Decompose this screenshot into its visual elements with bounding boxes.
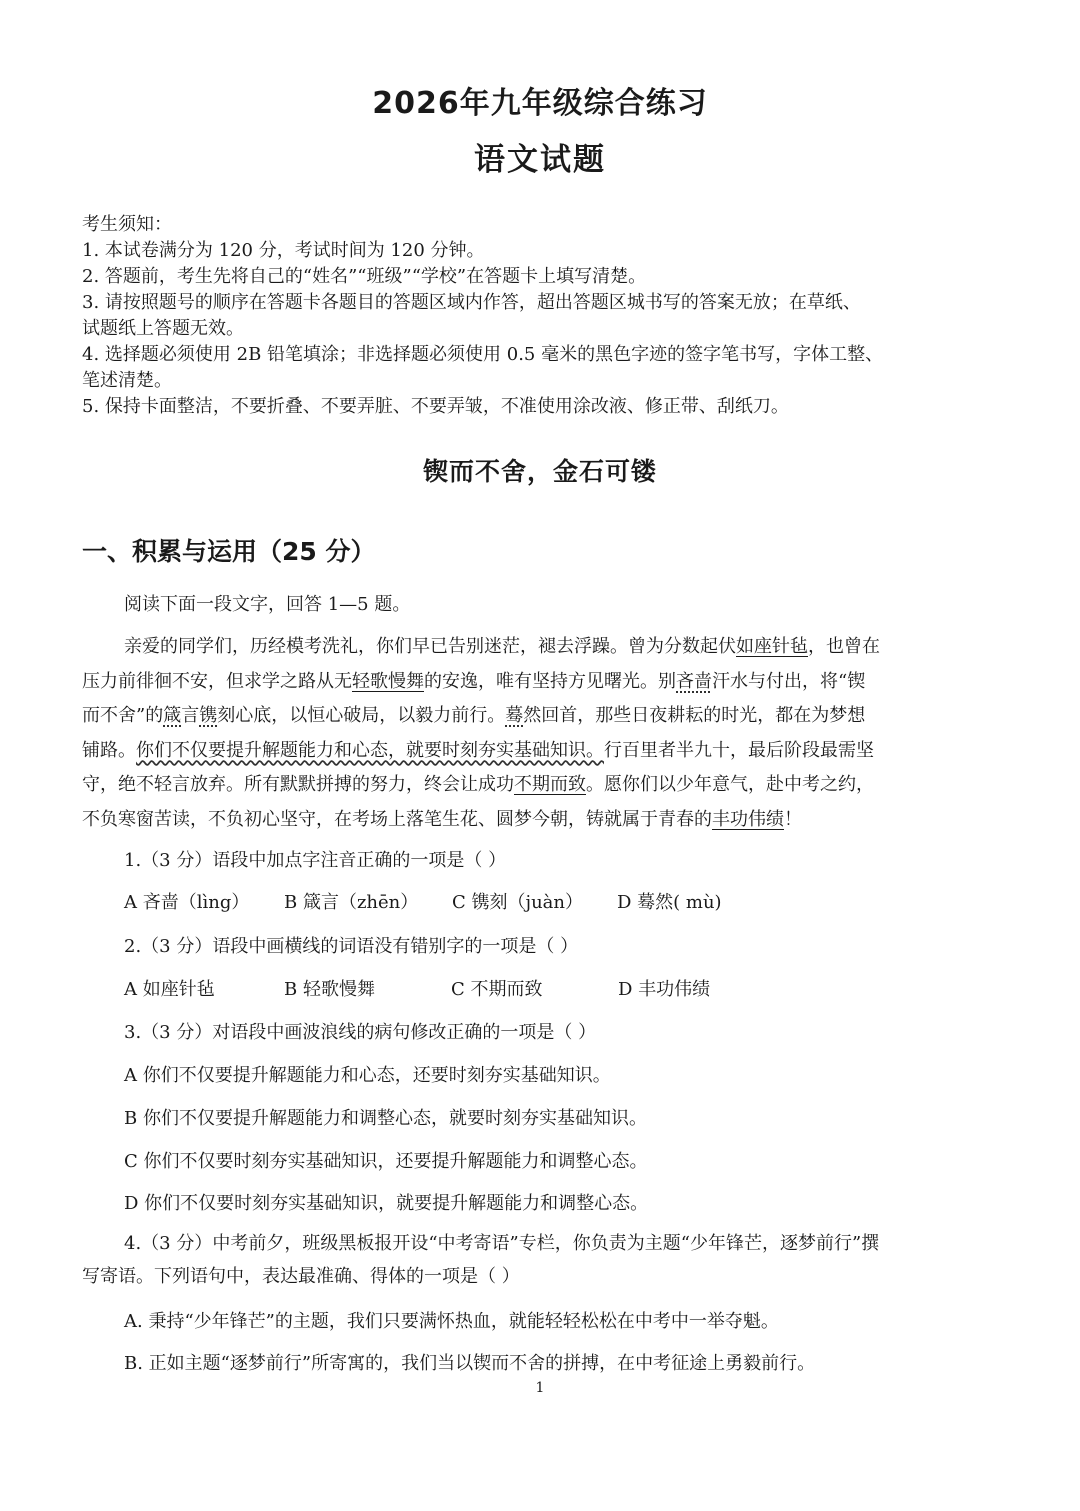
question-1-options <box>124 888 722 914</box>
notice-item: 4. 选择题必须使用 2B 铅笔填涂；非选择题必须使用 0.5 毫米的黑色字迹的签字笔书写，字体工整、 <box>82 344 884 365</box>
dotted-word: 蓦 <box>505 705 524 726</box>
notice-item: 5. 保持卡面整洁，不要折叠、不要弄脏、不要弄皱，不准使用涂改液、修正带、刮纸刀。 <box>82 396 789 417</box>
option-a: A 如座针毡 <box>124 979 215 1000</box>
question-4-stem <box>82 1227 1002 1293</box>
option-d: D 你们不仅要时刻夯实基础知识，就要提升解题能力和调整心态。 <box>124 1193 649 1214</box>
notice-item: 3. 请按照题号的顺序在答题卡各题目的答题区域内作答，超出答题区城书写的答案无放；在草纸、 <box>82 292 861 313</box>
option-a: A. 秉持“少年锋芒”的主题，我们只要满怀热血，就能轻轻松松在中考中一举夺魁。 <box>124 1311 779 1332</box>
question-2-options <box>124 975 710 1001</box>
notice-item: 2. 答题前，考生先将自己的“姓名”“班级”“学校”在答题卡上填写清楚。 <box>82 266 647 287</box>
passage-text: ！ <box>784 808 802 830</box>
motto-heading: 锲而不舍，金石可镂 <box>422 457 657 486</box>
passage-line <box>82 699 1002 734</box>
passage-text: 汗水与付出，将“锲 <box>712 670 866 692</box>
reading-passage <box>82 630 1002 837</box>
question-4-stem-line: 写寄语。下列语句中，表达最准确、得体的一项是（ ） <box>82 1266 520 1287</box>
notice-item: 笔述清楚。 <box>82 370 172 391</box>
underlined-word: 不期而致 <box>514 774 586 795</box>
option-d: D 丰功伟绩 <box>618 979 711 1000</box>
passage-text: 行百里者半九十，最后阶段最需坚 <box>604 739 874 761</box>
wavy-underlined-sentence: 你们不仅要提升解题能力和心态，就要时刻夯实基础知识。 <box>136 739 604 761</box>
passage-line <box>82 803 1002 838</box>
passage-line <box>82 665 1002 700</box>
passage-line <box>82 768 1002 803</box>
passage-text: 的安逸，唯有坚持方见曙光。别 <box>424 670 676 692</box>
option-b: B 轻歌慢舞 <box>284 979 375 1000</box>
option-d: D 蓦然( mù) <box>617 892 722 913</box>
notice-item: 1. 本试卷满分为 120 分，考试时间为 120 分钟。 <box>82 240 485 261</box>
passage-text: 然回首，那些日夜耕耘的时光，都在为梦想 <box>523 705 866 726</box>
exam-subject: 语文试题 <box>474 142 606 178</box>
option-c: C 你们不仅要时刻夯实基础知识，还要提升解题能力和调整心态。 <box>124 1151 648 1172</box>
underlined-word: 丰功伟绩 <box>712 808 784 830</box>
underlined-word: 如座针毡 <box>736 636 808 657</box>
option-c: C 不期而致 <box>451 979 543 1000</box>
passage-text: ，也曾在 <box>808 636 880 657</box>
passage-text: 不负寒窗苦读，不负初心坚守，在考场上落笔生花、圆梦今朝，铸就属于青春的 <box>82 808 712 830</box>
question-1-stem: 1.（3 分）语段中加点字注音正确的一项是（ ） <box>124 850 507 871</box>
reading-instruction: 阅读下面一段文字，回答 1—5 题。 <box>124 594 411 615</box>
page-number: 1 <box>535 1380 545 1396</box>
question-3-stem: 3.（3 分）对语段中画波浪线的病句修改正确的一项是（ ） <box>124 1022 597 1043</box>
passage-text: 亲爱的同学们，历经模考洗礼，你们早已告别迷茫，褪去浮躁。曾为分数起伏 <box>124 636 736 657</box>
option-a: A 你们不仅要提升解题能力和心态，还要时刻夯实基础知识。 <box>124 1065 611 1086</box>
notice-item: 试题纸上答题无效。 <box>82 318 244 339</box>
exam-notice <box>82 212 1012 420</box>
exam-title: 2026年九年级综合练习 <box>372 86 708 121</box>
option-b: B 箴言（zhēn） <box>284 892 419 913</box>
passage-text: 压力前徘徊不安，但求学之路从无 <box>82 670 352 692</box>
underlined-word: 轻歌慢舞 <box>352 670 424 692</box>
passage-text: 铺路。 <box>82 739 136 761</box>
option-b: B 你们不仅要提升解题能力和调整心态，就要时刻夯实基础知识。 <box>124 1108 647 1129</box>
option-c: C 镌刻（juàn） <box>452 892 583 913</box>
option-b: B. 正如主题“逐梦前行”所寄寓的，我们当以锲而不舍的拼搏，在中考征途上勇毅前行。 <box>124 1353 816 1374</box>
passage-text: 。愿你们以少年意气，赴中考之约， <box>586 774 874 795</box>
dotted-word: 吝啬 <box>676 670 712 692</box>
notice-heading: 考生须知： <box>82 214 172 235</box>
option-a: A 吝啬（lìng） <box>124 892 250 913</box>
question-2-stem: 2.（3 分）语段中画横线的词语没有错别字的一项是（ ） <box>124 936 579 957</box>
passage-line <box>82 630 1002 665</box>
passage-text: 刻心底，以恒心破局，以毅力前行。 <box>217 705 506 726</box>
passage-text: 言 <box>181 705 200 726</box>
passage-line <box>82 734 1002 769</box>
dotted-word: 镌 <box>199 705 218 726</box>
section-title: 一、积累与运用（25 分） <box>82 537 376 566</box>
passage-text: 而不舍”的 <box>82 705 164 726</box>
question-4-stem-line: 4.（3 分）中考前夕，班级黑板报开设“中考寄语”专栏，你负责为主题“少年锋芒，逐梦前行”撰 <box>124 1233 880 1254</box>
dotted-word: 箴 <box>163 705 182 726</box>
passage-text: 守，绝不轻言放弃。所有默默拼搏的努力，终会让成功 <box>82 774 514 795</box>
